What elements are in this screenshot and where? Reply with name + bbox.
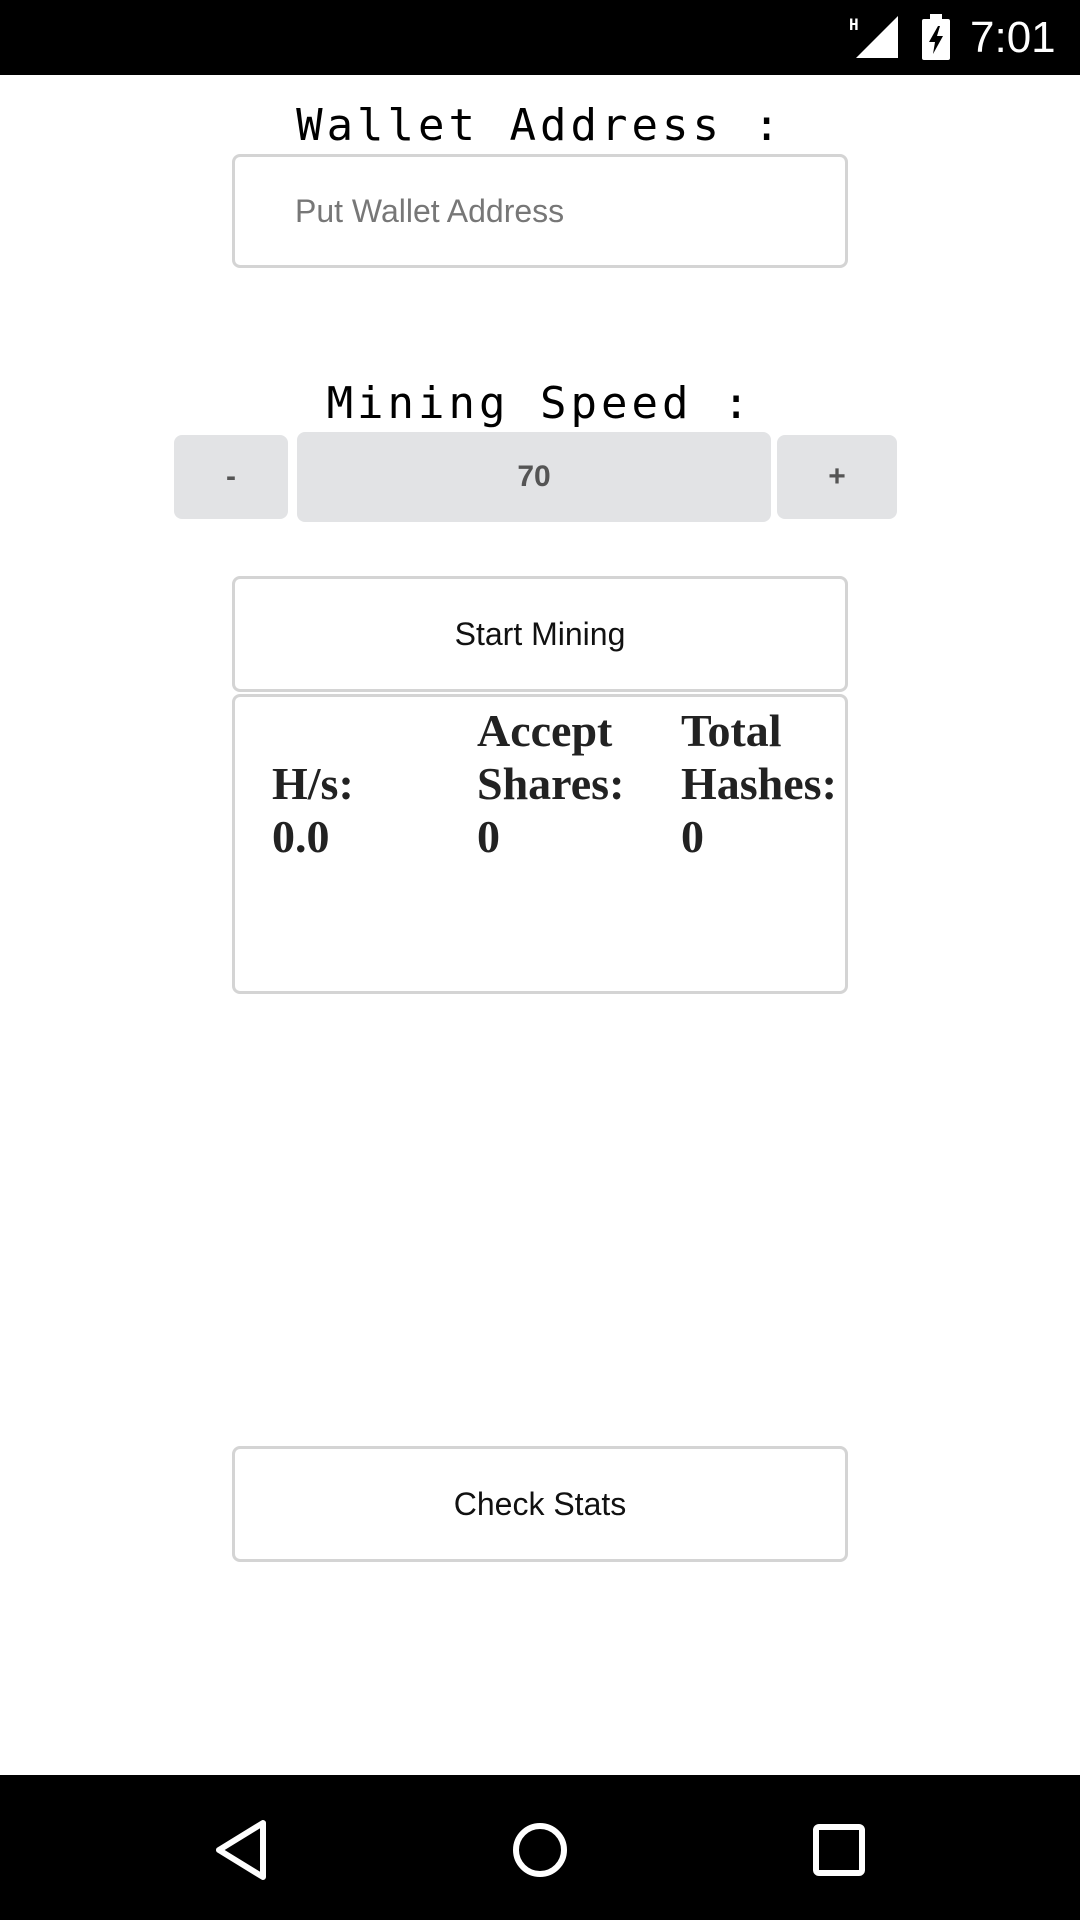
hash-rate-value: 0.0	[272, 811, 330, 862]
back-icon	[211, 1818, 271, 1882]
accepted-shares-label-line1: Accept	[477, 705, 613, 756]
network-type-label: H	[849, 15, 859, 34]
decrease-speed-label: -	[226, 460, 236, 493]
home-button[interactable]	[485, 1795, 595, 1905]
accepted-shares-label-line2: Shares:	[477, 758, 625, 809]
total-hashes-label-line2: Hashes:	[681, 758, 837, 809]
start-mining-button[interactable]	[232, 576, 848, 692]
mining-speed-label: Mining Speed :	[326, 378, 754, 429]
wallet-address-input[interactable]	[232, 154, 848, 268]
home-icon	[510, 1820, 570, 1880]
recent-apps-button[interactable]	[784, 1795, 894, 1905]
mining-speed-number: 70	[517, 460, 551, 493]
check-stats-button[interactable]	[232, 1446, 848, 1562]
status-bar	[0, 0, 1080, 75]
navigation-bar	[0, 1775, 1080, 1920]
total-hashes-stat	[681, 704, 849, 863]
battery-charging-icon	[920, 14, 952, 60]
mining-stats-panel	[232, 694, 848, 994]
increase-speed-label: +	[828, 460, 846, 493]
hash-rate-stat	[272, 757, 462, 863]
accepted-shares-stat	[477, 704, 677, 863]
total-hashes-label-line1: Total	[681, 705, 782, 756]
decrease-speed-button[interactable]	[174, 435, 288, 519]
recent-apps-icon	[811, 1822, 867, 1878]
increase-speed-button[interactable]	[777, 435, 897, 519]
start-mining-label: Start Mining	[454, 615, 626, 652]
back-button[interactable]	[186, 1795, 296, 1905]
accepted-shares-value: 0	[477, 811, 500, 862]
status-time: 7:01	[970, 13, 1056, 62]
total-hashes-value: 0	[681, 811, 704, 862]
wallet-address-label: Wallet Address :	[296, 100, 784, 151]
check-stats-label: Check Stats	[453, 1485, 627, 1522]
hash-rate-label: H/s:	[272, 758, 354, 809]
signal-icon	[848, 14, 898, 58]
mining-speed-value[interactable]	[297, 432, 771, 522]
